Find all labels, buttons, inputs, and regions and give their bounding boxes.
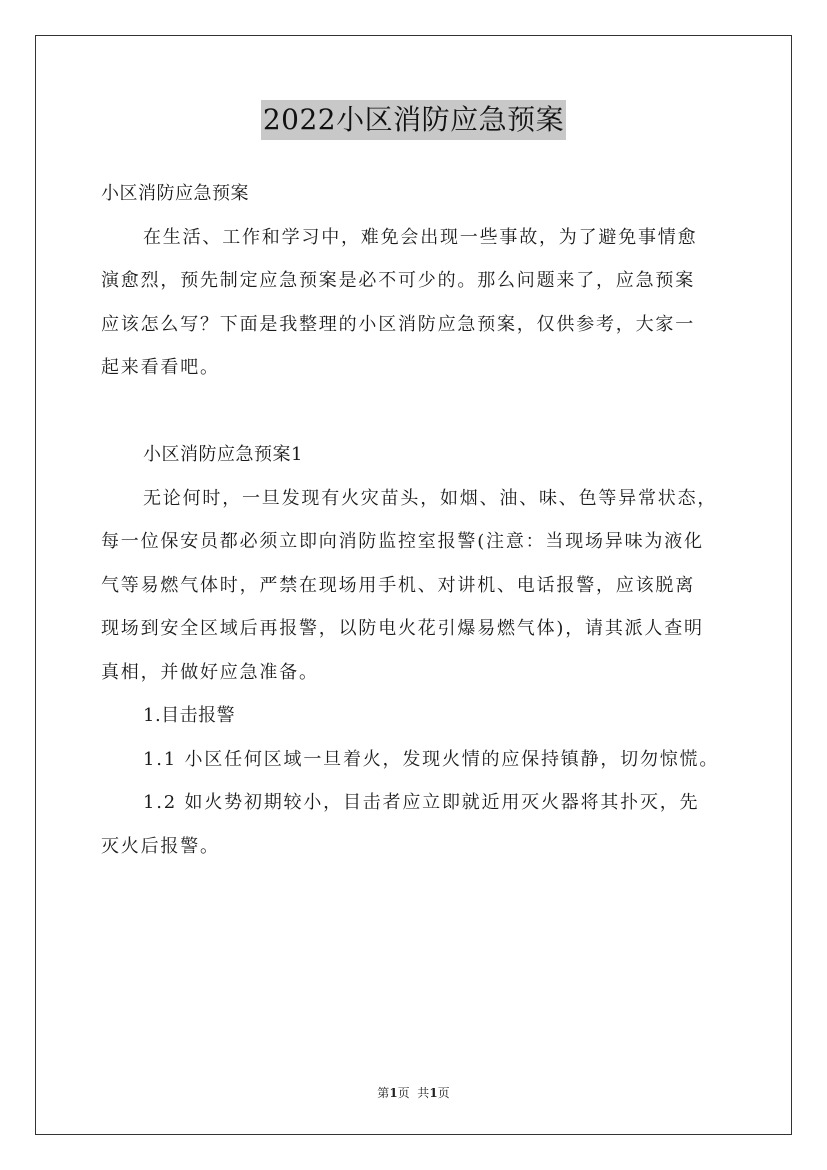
document-body: [101, 172, 729, 868]
section-line: 每一位保安员都必须立即向消防监控室报警(注意：当现场异味为液化: [101, 531, 704, 552]
section-line: 气等易燃气体时，严禁在现场用手机、对讲机、电话报警，应该脱离: [101, 574, 695, 596]
item-1-2-line: 1.2 如火势初期较小，目击者应立即就近用灭火器将其扑灭，先: [143, 792, 700, 813]
item-heading: 1.目击报警: [143, 705, 236, 726]
footer-page-number: 1: [389, 1086, 398, 1100]
document-title: 2022小区消防应急预案: [261, 100, 566, 140]
document-subtitle: 小区消防应急预案: [101, 183, 249, 204]
footer-mid: 页 共: [397, 1086, 430, 1100]
section-line: 无论何时，一旦发现有火灾苗头，如烟、油、味、色等异常状态，: [143, 487, 718, 509]
intro-line: 起来看看吧。: [101, 357, 220, 378]
page-footer: [0, 1085, 827, 1101]
footer-prefix: 第: [377, 1086, 390, 1100]
paragraph-gap: [101, 390, 729, 434]
footer-page-total: 1: [429, 1086, 438, 1100]
section-line: 真相，并做好应急准备。: [101, 661, 319, 683]
intro-line: 在生活、工作和学习中，难免会出现一些事故，为了避免事情愈: [143, 226, 698, 248]
footer-suffix: 页: [437, 1086, 450, 1100]
section-heading: 小区消防应急预案1: [143, 444, 303, 465]
title-container: [0, 100, 827, 140]
item-1-1: 1.1 小区任何区域一旦着火，发现火情的应保持镇静，切勿惊慌。: [143, 748, 720, 770]
item-1-2-line: 灭火后报警。: [101, 835, 220, 857]
section-line: 现场到安全区域后再报警，以防电火花引爆易燃气体)，请其派人查明: [101, 618, 704, 639]
intro-line: 应该怎么写？下面是我整理的小区消防应急预案，仅供参考，大家一: [101, 313, 695, 335]
intro-line: 演愈烈，预先制定应急预案是必不可少的。那么问题来了，应急预案: [101, 270, 695, 291]
